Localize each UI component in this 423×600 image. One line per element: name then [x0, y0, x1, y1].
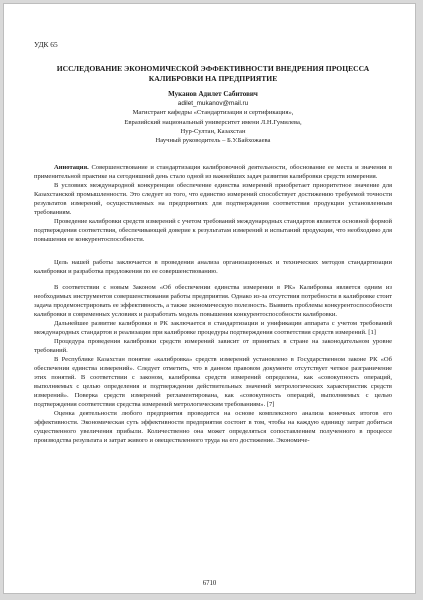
body-paragraph-4: В соответствии с новым Законом «Об обеспечении единства измерении в РК» Калибровка является одним из необходимых инструментов совершенствования работы предприятия. Однако из-за отсутствия потребности в калибровке стоит задача продемонстрировать ее эффективность, а также экономическую полезность. Выявить проблемы конкурентоспособности калибровки в современных условиях и разработать модель повышения конкурентоспособности калибровки. — [34, 284, 392, 319]
document-page — [4, 4, 415, 593]
body-paragraph-3: Цель нашей работы заключается в проведении анализа организационных и технических методов стандартизации калибровки и разработка предложения по ее совершенствованию. — [34, 258, 392, 275]
body-paragraph-1: В условиях международной конкуренции обеспечение единства измерений приобретает приоритетное значение для Казахстанской промышленности. Это следует из того, что единство измерений способствует достижению требуемой точности результатов измерений, осуществляемых на предприятиях для подтверждения соответствия продукции установленным требованиям. — [34, 181, 392, 216]
author-university: Евразийский национальный университет имени Л.Н.Гумилева, — [124, 118, 302, 126]
author-city: Нур-Султан, Казахстан — [180, 127, 246, 135]
article-title: ИССЛЕДОВАНИЕ ЭКОНОМИЧЕСКОЙ ЭФФЕКТИВНОСТИ ВНЕДРЕНИЯ ПРОЦЕССА КАЛИБРОВКИ НА ПРЕДПРИЯТИЕ — [56, 64, 370, 83]
scientific-supervisor: Научный руководитель – Б.У.Байхожаева — [155, 137, 271, 145]
article-body — [34, 164, 392, 446]
author-block — [34, 90, 392, 145]
author-position: Магистрант кафедры «Стандартизация и сертификация», — [132, 109, 294, 117]
body-paragraph-6: Процедура проведения калибровки средств измерений зависит от принятых в стране на законодательном уровне требований. — [34, 338, 392, 355]
body-paragraph-5: Дальнейшее развитие калибровки в РК заключается в стандартизации и унификации аппарата с учетом требований международных стандартов и реализации при калибровке процедуры подтверждения соответствия средств измерений. [1] — [34, 320, 392, 337]
udk-code: УДК 65 — [34, 40, 58, 49]
body-paragraph-2: Проведение калибровки средств измерений с учетом требований международных стандартов является основной формой подтверждения соответствия, обеспечивающей доверие к результатам измерений и испытаний продукции, что необходимо для повышения ее конкурентоспособности. — [34, 217, 392, 243]
page-number: 6710 — [202, 580, 217, 587]
abstract-text: Совершенствование и стандартизация калибровочной деятельности, обоснование ее места и значения в применительной практике на сегодняшний день стало одной из важнейших задач развития калибровки средств измерения. — [34, 164, 392, 180]
author-name: Муканов Адилет Сабитович — [168, 90, 258, 98]
abstract-label: Аннотация. — [54, 164, 89, 171]
abstract-paragraph — [34, 164, 392, 182]
body-paragraph-8: Оценка деятельности любого предприятия проводится на основе комплексного анализа конечных итогов его эффективности. Экономическая суть эффективности предприятия состоит в том, чтобы на каждую единицу затрат добиться существенного увеличения прибыли. Количественно она может определяться сопоставлением полученного в процессе производства результата и затрат живого и овеществленного труда на его достижение. Экономиче- — [34, 409, 392, 444]
author-email: adilet_mukanov@mail.ru — [177, 100, 249, 108]
body-paragraph-7: В Республике Казахстан понятие «калибровка» средств измерений установлено в Государственном законе РК «Об обеспечении единства измерений». Следует отметить, что в данном правовом документе отсутствует четкое разграничение этих понятий. В соответствии с законом, калибровка средств измерений определена, как «совокупность операций, выполняемых с целью определения и подтверждения действительных значений метрологических характеристик средств измерений». Поверка средств измерений регламентирована, как «совокупность операций, выполняемых с целью подтверждения соответствия средства измерений метрологическим требованиям». [7] — [34, 356, 392, 408]
